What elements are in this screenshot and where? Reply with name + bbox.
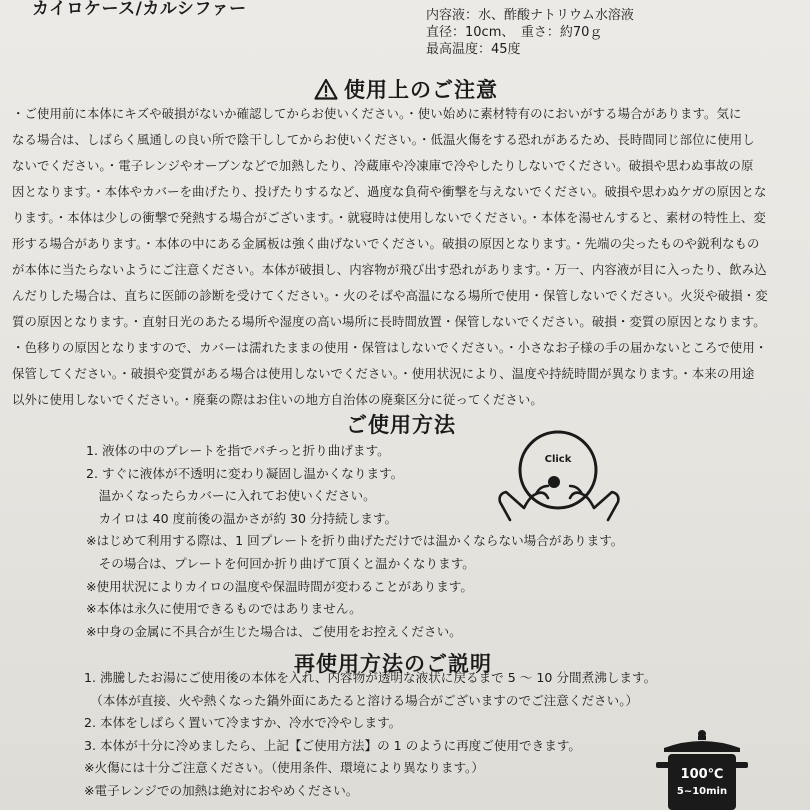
usage-note: ※中身の金属に不具合が生じた場合は、ご使用をお控えください。 xyxy=(86,623,462,639)
caution-heading xyxy=(314,74,498,104)
caution-title: 使用上のご注意 xyxy=(344,78,498,102)
reuse-note: ※電子レンジでの加熱は絶対におやめください。 xyxy=(84,782,359,798)
warning-triangle-icon xyxy=(314,78,338,100)
caution-line: なる場合は、しばらく風通しの良い所で陰干ししてからお使いください。・低温火傷をする恐れがあるため、長時間同じ部位に使用し xyxy=(12,132,755,147)
boiling-pot-icon xyxy=(654,728,754,810)
reuse-step: 1. 沸騰したお湯にご使用後の本体を入れ、内容物が透明な液状に戻るまで 5 ～ 10 分間煮沸します。 xyxy=(84,670,657,685)
usage-note: ※はじめて利用する際は、1 回プレートを折り曲げただけでは温かくならない場合があります。 xyxy=(86,533,624,549)
caution-line: 以外に使用しないでください。・廃棄の際はお住いの地方自治体の廃棄区分に従ってください。 xyxy=(12,392,543,407)
caution-line: ・色移りの原因となりますので、カバーは濡れたままの使用・保管はしないでください。・小さなお子様の手の届かないところで使用・ xyxy=(12,340,768,355)
caution-body xyxy=(12,101,802,413)
caution-line: ります。・本体は少しの衝撃で発熱する場合がございます。・就寝時は使用しないでください。・本体を湯せんすると、素材の特性上、変 xyxy=(12,210,766,225)
usage-title: ご使用方法 xyxy=(346,413,456,437)
reuse-title: 再使用方法のご説明 xyxy=(294,652,492,676)
caution-line: んだりした場合は、直ちに医師の診断を受けてください。・火のそばや高温になる場所で使用・保管しないでください。火災や破損・変 xyxy=(12,288,768,303)
caution-line: 質の原因となります。・直射日光のあたる場所や湿度の高い場所に長時間放置・保管しないでください。破損・変質の原因となります。 xyxy=(12,314,766,329)
caution-line: 形する場合があります。・本体の中にある金属板は強く曲げないでください。破損の原因となります。・先端の尖ったものや鋭利なもの xyxy=(12,236,760,251)
product-name: カイロケース/カルシファー xyxy=(32,0,247,19)
spec-contents: 内容液：水、酢酸ナトリウム水溶液 xyxy=(426,8,634,23)
spec-max-temp: 最高温度：45度 xyxy=(426,42,521,57)
usage-note: ※使用状況によりカイロの温度や保温時間が変わることがあります。 xyxy=(86,578,473,594)
usage-note: その場合は、プレートを何回か折り曲げて頂くと温かくなります。 xyxy=(86,555,475,571)
caution-line: 保管してください。・破損や変質がある場合は使用しないでください。・使用状況により、温度や持続時間が異なります。・本来の用途 xyxy=(12,366,755,381)
usage-note: ※本体は永久に使用できるものではありません。 xyxy=(86,601,362,617)
usage-step: カイロは 40 度前後の温かさが約 30 分持続します。 xyxy=(86,510,398,526)
reuse-step: 2. 本体をしばらく置いて冷ますか、冷水で冷やします。 xyxy=(84,715,402,731)
reuse-step: （本体が直接、火や熱くなった鍋外面にあたると溶ける場合がございますのでご注意ください。） xyxy=(84,692,639,708)
pot-time-label: 5~10min xyxy=(676,786,728,797)
usage-list xyxy=(86,440,623,643)
reuse-note: ※火傷には十分ご注意ください。（使用条件、環境により異なります。） xyxy=(84,760,484,776)
caution-line: 因となります。・本体やカバーを曲げたり、投げたりするなど、過度な負荷や衝撃を与えないでください。破損や思わぬケガの原因とな xyxy=(12,184,767,199)
pot-temp-label: 100℃ xyxy=(680,767,724,782)
click-label: Click xyxy=(544,454,572,465)
usage-step: 2. すぐに液体が不透明に変わり凝固し温かくなります。 xyxy=(86,465,404,481)
reuse-list xyxy=(84,667,656,803)
usage-step: 温かくなったらカバーに入れてお使いください。 xyxy=(86,488,376,504)
caution-line: ・ご使用前に本体にキズや破損がないか確認してからお使いください。・使い始めに素材特有のにおいがする場合があります。気に xyxy=(12,106,742,121)
reuse-step: 3. 本体が十分に冷めましたら、上記【ご使用方法】の 1 のように再度ご使用できます。 xyxy=(84,737,581,753)
caution-line: が本体に当たらないようにご注意ください。本体が破損し、内容物が飛び出す恐れがあります。・万一、内容液が目に入ったり、飲み込 xyxy=(12,262,767,277)
usage-step: 1. 液体の中のプレートを指でパチっと折り曲げます。 xyxy=(86,443,390,458)
spec-size-weight: 直径：10cm、 重さ：約70ｇ xyxy=(426,25,603,40)
caution-line: ないでください。・電子レンジやオーブンなどで加熱したり、冷蔵庫や冷凍庫で冷やしたりしないでください。破損や思わぬ事故の原 xyxy=(12,158,754,173)
